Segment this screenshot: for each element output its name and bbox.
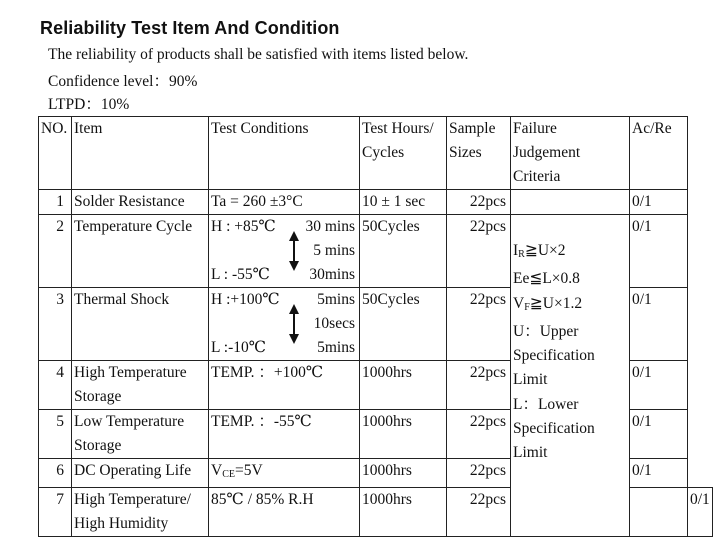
- ltpd: LTPD：10%: [48, 96, 130, 113]
- criteria-vf: [513, 292, 627, 320]
- row-no: 5: [39, 410, 72, 459]
- row-item: DC Operating Life: [72, 459, 209, 488]
- condition-high-duration: 5mins: [317, 291, 355, 308]
- row-item: Temperature Cycle: [72, 215, 209, 288]
- header-test-conditions: Test Conditions: [209, 117, 360, 190]
- row-hours: 10 ± 1 sec: [360, 190, 447, 215]
- row-acre: 0/1: [630, 215, 688, 288]
- condition-high: H :+100℃: [211, 291, 280, 308]
- header-sample-sizes: [447, 117, 511, 190]
- condition-low-duration: 30mins: [309, 266, 355, 283]
- row-condition: [209, 459, 360, 488]
- row-condition: TEMP. ：+100℃: [209, 361, 360, 410]
- row-acre: 0/1: [630, 190, 688, 215]
- criteria-ir-subscript: R: [518, 249, 525, 260]
- criteria-upper-spec: Specification: [513, 347, 595, 365]
- condition-vce-value: =5V: [234, 462, 263, 479]
- confidence-level: Confidence level：90%: [48, 73, 198, 90]
- row-hours: 1000hrs: [360, 459, 447, 488]
- failure-blank-cell: [630, 488, 688, 537]
- header-test-hours: [360, 117, 447, 190]
- row-sample: 22pcs: [447, 190, 511, 215]
- row-condition: 85℃ / 85% R.H: [209, 488, 360, 537]
- header-sample-line1: Sample: [449, 120, 496, 137]
- intro-line: The reliability of products shall be satisfied with items listed below.: [48, 46, 469, 63]
- up-down-arrow-icon: [289, 304, 299, 344]
- row-no: 3: [39, 288, 72, 361]
- condition-transition: 10secs: [313, 315, 355, 332]
- row-no: 6: [39, 459, 72, 488]
- row-no: 1: [39, 190, 72, 215]
- table-row: [39, 190, 713, 215]
- row-sample: 22pcs: [447, 361, 511, 410]
- criteria-ee: Ee≦L×0.8: [513, 270, 580, 288]
- row-condition: [209, 215, 360, 288]
- condition-low: L :-10℃: [211, 339, 267, 356]
- header-ac-re: Ac/Re: [630, 117, 688, 190]
- condition-vce-subscript: CE: [222, 469, 235, 480]
- criteria-ir-symbol: I: [513, 242, 519, 259]
- header-item: Item: [72, 117, 209, 190]
- row-item-line2: Storage: [74, 388, 122, 405]
- row-item: Thermal Shock: [72, 288, 209, 361]
- row-item: [72, 488, 209, 537]
- criteria-vf-value: ≧U×1.2: [529, 294, 583, 312]
- header-failure-line2: Judgement: [513, 144, 581, 161]
- row-item: [72, 410, 209, 459]
- row-hours: 1000hrs: [360, 488, 447, 537]
- failure-blank-cell: [511, 190, 630, 215]
- table-header-row: [39, 117, 713, 190]
- row-hours: 50Cycles: [360, 288, 447, 361]
- condition-low-duration: 5mins: [317, 339, 355, 356]
- row-no: 7: [39, 488, 72, 537]
- row-acre: 0/1: [630, 288, 688, 361]
- row-hours: 1000hrs: [360, 361, 447, 410]
- table-row: [39, 215, 713, 288]
- criteria-ir-value: ≧U×2: [524, 242, 566, 259]
- header-failure-line1: Failure: [513, 120, 557, 137]
- row-item-line2: High Humidity: [74, 515, 169, 532]
- row-sample: 22pcs: [447, 459, 511, 488]
- header-test-hours-line2: Cycles: [362, 144, 405, 161]
- row-item-line2: Storage: [74, 437, 122, 454]
- row-condition: [209, 288, 360, 361]
- row-acre: 0/1: [630, 361, 688, 410]
- row-condition: Ta = 260 ±3°C: [209, 190, 360, 215]
- condition-high: H : +85℃: [211, 218, 276, 235]
- row-hours: 50Cycles: [360, 215, 447, 288]
- row-sample: 22pcs: [447, 288, 511, 361]
- row-acre: 0/1: [630, 459, 688, 488]
- header-sample-line2: Sizes: [449, 144, 482, 161]
- row-acre: 0/1: [630, 410, 688, 459]
- condition-high-duration: 30 mins: [305, 218, 355, 235]
- row-sample: 22pcs: [447, 488, 511, 537]
- row-item: [72, 361, 209, 410]
- row-item-line1: High Temperature: [74, 364, 187, 381]
- document-title: Reliability Test Item And Condition: [40, 18, 340, 38]
- condition-vce-symbol: V: [211, 462, 223, 479]
- header-test-hours-line1: Test Hours/: [362, 120, 434, 137]
- condition-transition: 5 mins: [313, 242, 355, 259]
- reliability-table: [38, 116, 713, 537]
- criteria-lower-limit: Limit: [513, 444, 548, 462]
- row-sample: 22pcs: [447, 215, 511, 288]
- row-no: 4: [39, 361, 72, 410]
- row-acre: 0/1: [688, 488, 713, 537]
- row-item-line1: High Temperature/: [74, 491, 191, 508]
- header-no: NO.: [39, 117, 72, 190]
- failure-criteria-cell: [511, 215, 630, 537]
- row-no: 2: [39, 215, 72, 288]
- row-item-line1: Low Temperature: [74, 413, 185, 430]
- criteria-ir: [513, 239, 627, 267]
- criteria-lower-spec: Specification: [513, 420, 595, 438]
- row-condition: TEMP. ：-55℃: [209, 410, 360, 459]
- row-hours: 1000hrs: [360, 410, 447, 459]
- criteria-upper-limit: Limit: [513, 371, 548, 389]
- criteria-lower: L：Lower: [513, 395, 579, 413]
- header-failure-line3: Criteria: [513, 168, 561, 185]
- criteria-upper: U：Upper: [513, 322, 579, 340]
- criteria-vf-subscript: F: [524, 301, 530, 313]
- up-down-arrow-icon: [289, 231, 299, 271]
- header-failure-criteria: [511, 117, 630, 190]
- criteria-vf-symbol: V: [513, 294, 525, 312]
- condition-low: L : -55℃: [211, 266, 270, 283]
- row-item: Solder Resistance: [72, 190, 209, 215]
- row-sample: 22pcs: [447, 410, 511, 459]
